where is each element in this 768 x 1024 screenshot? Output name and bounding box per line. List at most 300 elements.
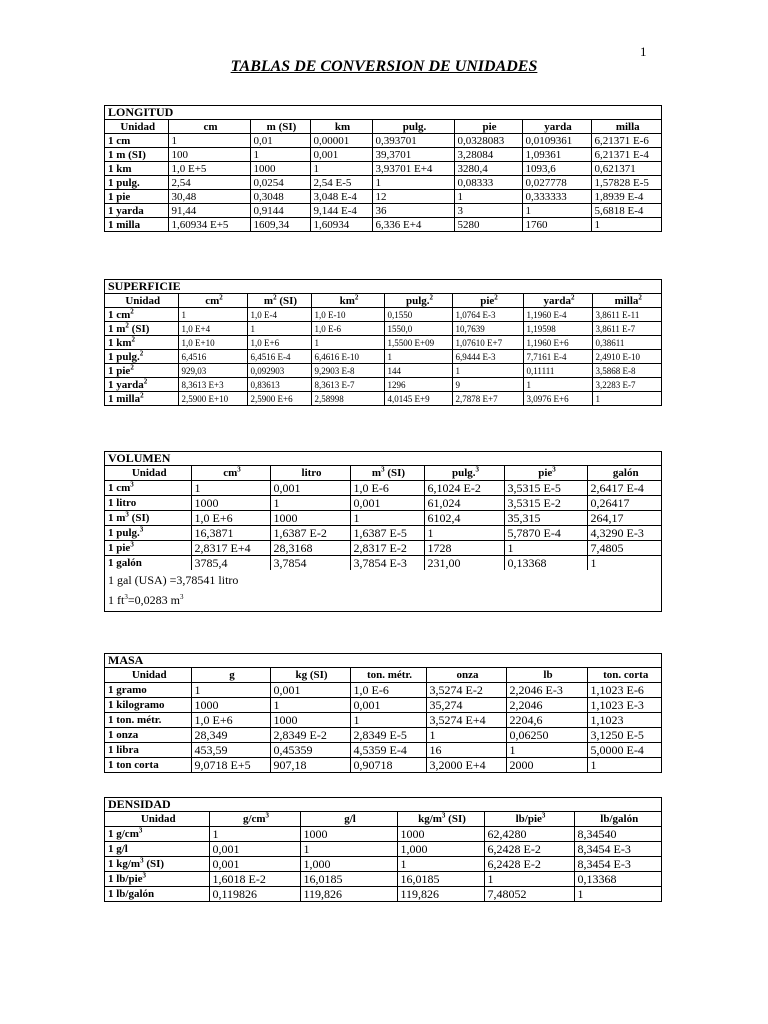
section-title: MASA: [108, 653, 144, 667]
value-cell: 6,4616 E-10: [311, 350, 384, 364]
header-text: litro: [301, 467, 322, 479]
unit-label: 1 pie: [108, 542, 131, 554]
value-cell: 9,0718 E+5: [191, 758, 270, 773]
table-row: [105, 322, 661, 336]
header-cell: milla: [591, 120, 661, 134]
header-cell: [270, 466, 350, 481]
value-cell: 1296: [384, 378, 452, 392]
value-cell: 3,7854: [270, 556, 350, 571]
exponent: 3: [138, 826, 143, 835]
value-cell: 1609,34: [250, 218, 310, 232]
table-row: [105, 364, 661, 378]
value-cell: 0,1550: [384, 308, 452, 322]
unit-label: 1 kg/m: [108, 858, 141, 870]
exponent: 3: [541, 811, 546, 820]
value-cell: 3280,4: [454, 162, 522, 176]
unit-label: 1 kilogramo: [108, 699, 165, 711]
table-row: [105, 511, 661, 526]
value-cell: 9,144 E-4: [310, 204, 372, 218]
table-row: [105, 378, 661, 392]
value-cell: 3,048 E-4: [310, 190, 372, 204]
value-cell: 5,6818 E-4: [591, 204, 661, 218]
unit-cell: [105, 713, 191, 728]
superficie-table: [105, 293, 661, 405]
value-cell: 16,0185: [300, 872, 397, 887]
header-cell: [397, 812, 484, 827]
value-cell: 929,03: [178, 364, 247, 378]
unit-label: 1 onza: [108, 729, 139, 741]
value-cell: 0,0328083: [454, 134, 522, 148]
table-row: [105, 698, 661, 713]
document-title: TABLAS DE CONVERSION DE UNIDADES: [230, 58, 538, 75]
value-cell: 5280: [454, 218, 522, 232]
value-cell: 1,0 E+4: [178, 322, 247, 336]
value-cell: 1: [452, 364, 523, 378]
value-cell: 1: [178, 308, 247, 322]
unit-label: 1 milla: [108, 392, 141, 405]
value-cell: 3,2283 E-7: [592, 378, 661, 392]
masa-section: [104, 653, 662, 773]
exponent: 3: [130, 480, 134, 489]
value-cell: 35,274: [426, 698, 506, 713]
table-row: [105, 683, 661, 698]
exponent: 2: [140, 391, 144, 399]
value-cell: 0,0254: [250, 176, 310, 190]
unit-label: 1 pie: [108, 364, 131, 377]
value-cell: 1: [484, 872, 574, 887]
value-cell: 35,315: [504, 511, 587, 526]
value-cell: 2,8349 E-5: [350, 728, 426, 743]
value-cell: 62,4280: [484, 827, 574, 842]
exponent: 3: [381, 465, 385, 474]
value-cell: 1: [270, 698, 350, 713]
value-cell: 0,001: [209, 857, 300, 872]
unit-label: 1 lb/pie: [108, 873, 143, 885]
unit-label: 1 pulg.: [108, 350, 140, 363]
value-cell: 0,001: [270, 683, 350, 698]
header-cell: m (SI): [250, 120, 310, 134]
value-cell: 1000: [270, 713, 350, 728]
volumen-table: [105, 465, 661, 570]
value-cell: 1: [384, 350, 452, 364]
value-cell: 6,4516 E-4: [247, 350, 311, 364]
value-cell: 16: [426, 743, 506, 758]
header-text: m: [371, 467, 382, 479]
value-cell: 1,000: [397, 842, 484, 857]
value-cell: 2,8317 E+4: [191, 541, 270, 556]
value-cell: 8,3454 E-3: [574, 842, 661, 857]
table-row: [105, 728, 661, 743]
table-body: [105, 481, 661, 571]
header-cell: [105, 294, 178, 308]
longitud-table: [105, 119, 661, 231]
value-cell: 907,18: [270, 758, 350, 773]
value-cell: 1,57828 E-5: [591, 176, 661, 190]
value-cell: 1: [191, 683, 270, 698]
unit-cell: [105, 392, 178, 406]
value-cell: 16,0185: [397, 872, 484, 887]
value-cell: 1: [522, 204, 591, 218]
exponent: 3: [130, 540, 134, 549]
value-cell: 2204,6: [506, 713, 587, 728]
value-cell: 4,3290 E-3: [587, 526, 661, 541]
value-cell: 1,8939 E-4: [591, 190, 661, 204]
value-cell: 1,0 E-6: [350, 481, 424, 496]
value-cell: 1,0764 E-3: [452, 308, 523, 322]
value-cell: 3,8611 E-7: [592, 322, 661, 336]
longitud-section: [104, 105, 662, 232]
volume-note-gallon: 1 gal (USA) =3,78541 litro: [108, 573, 239, 587]
unit-label: 1 pulg.: [108, 176, 140, 189]
unit-label: 1 g/l: [108, 843, 128, 855]
value-cell: 9,2903 E-8: [311, 364, 384, 378]
value-cell: 3,5274 E+4: [426, 713, 506, 728]
value-cell: 119,826: [300, 887, 397, 902]
value-cell: 7,48052: [484, 887, 574, 902]
table-row: [105, 481, 661, 496]
value-cell: 1,5500 E+09: [384, 336, 452, 350]
value-cell: 2,5900 E+6: [247, 392, 311, 406]
table-row: [105, 204, 661, 218]
value-cell: 1,60934 E+5: [168, 218, 250, 232]
value-cell: 5,0000 E-4: [587, 743, 661, 758]
note-text: =0,0283 m: [127, 593, 180, 607]
table-body: [105, 827, 661, 902]
value-cell: 39,3701: [372, 148, 454, 162]
header-text: cm: [223, 467, 238, 479]
value-cell: 10,7639: [452, 322, 523, 336]
value-cell: 1: [587, 556, 661, 571]
header-cell: [523, 294, 592, 308]
value-cell: 1: [424, 526, 504, 541]
exponent: 3: [140, 856, 144, 865]
unit-cell: [105, 176, 168, 190]
value-cell: 1,0 E+6: [191, 713, 270, 728]
exponent: 2: [638, 293, 642, 301]
value-cell: 1: [397, 857, 484, 872]
header-cell: lb: [506, 668, 587, 683]
value-cell: 1: [270, 496, 350, 511]
table-row: [105, 162, 661, 176]
unit-label: 1 m (SI): [108, 148, 146, 161]
table-body: [105, 134, 661, 232]
table-row: [105, 392, 661, 406]
value-cell: 1,0 E-4: [247, 308, 311, 322]
unit-cell: [105, 350, 178, 364]
section-title: LONGITUD: [108, 105, 174, 119]
value-cell: 6102,4: [424, 511, 504, 526]
unit-cell: [105, 204, 168, 218]
value-cell: 0,001: [209, 842, 300, 857]
unit-label: 1 pie: [108, 190, 131, 203]
value-cell: 1: [592, 392, 661, 406]
value-cell: 144: [384, 364, 452, 378]
exponent: 3: [139, 525, 144, 534]
exponent: 2: [494, 293, 498, 301]
value-cell: 2,54: [168, 176, 250, 190]
unit-cell: [105, 758, 191, 773]
table-body: [105, 683, 661, 773]
unit-label: 1 ton. métr.: [108, 714, 162, 726]
value-cell: 0,45359: [270, 743, 350, 758]
header-cell: ton. corta: [587, 668, 661, 683]
value-cell: 1760: [522, 218, 591, 232]
exponent: 2: [130, 307, 134, 315]
header-cell: g: [191, 668, 270, 683]
header-text: pie: [538, 467, 553, 479]
value-cell: 4,0145 E+9: [384, 392, 452, 406]
value-cell: 0,9144: [250, 204, 310, 218]
unit-label: 1 yarda: [108, 204, 144, 217]
header-cell: [247, 294, 311, 308]
value-cell: 1,1023: [587, 713, 661, 728]
value-cell: 1,0 E+6: [247, 336, 311, 350]
exponent: 2: [131, 335, 136, 343]
value-cell: 8,3613 E+3: [178, 378, 247, 392]
value-cell: 1,1023 E-3: [587, 698, 661, 713]
value-cell: 61,024: [424, 496, 504, 511]
value-cell: 2,54 E-5: [310, 176, 372, 190]
value-cell: 3,8611 E-11: [592, 308, 661, 322]
header-cell: [105, 812, 209, 827]
table-row: [105, 541, 661, 556]
value-cell: 1: [426, 728, 506, 743]
unit-cell: [105, 857, 209, 872]
table-row: [105, 827, 661, 842]
header-cell: [350, 466, 424, 481]
value-cell: 0,001: [350, 496, 424, 511]
superficie-section: [104, 279, 662, 406]
value-cell: 119,826: [397, 887, 484, 902]
unit-label: 1 ton corta: [108, 759, 159, 771]
unit-cell: [105, 842, 209, 857]
value-cell: 0,00001: [310, 134, 372, 148]
value-cell: 3,5315 E-2: [504, 496, 587, 511]
unit-cell: [105, 218, 168, 232]
value-cell: 3,5868 E-8: [592, 364, 661, 378]
value-cell: 3,28084: [454, 148, 522, 162]
value-cell: 1728: [424, 541, 504, 556]
header-cell: [191, 466, 270, 481]
densidad-section: [104, 797, 662, 902]
value-cell: 8,3454 E-3: [574, 857, 661, 872]
value-cell: 100: [168, 148, 250, 162]
value-cell: 2,4910 E-10: [592, 350, 661, 364]
value-cell: 1,1960 E-4: [523, 308, 592, 322]
header-cell: cm: [168, 120, 250, 134]
header-text: lb/pie: [515, 813, 542, 825]
header-cell: [384, 294, 452, 308]
unit-label: 1 cm: [108, 134, 131, 147]
header-cell: [178, 294, 247, 308]
value-cell: 0,06250: [506, 728, 587, 743]
value-cell: 3,0976 E+6: [523, 392, 592, 406]
unit-label: 1 km: [108, 336, 132, 349]
value-cell: 1: [247, 322, 311, 336]
volume-note-cubic-foot: [105, 590, 661, 610]
header-text: lb/galón: [600, 813, 639, 825]
header-cell: [209, 812, 300, 827]
value-cell: 1,0 E+10: [178, 336, 247, 350]
unit-suffix: (SI): [146, 858, 165, 870]
header-cell: [300, 812, 397, 827]
value-cell: 1,0 E+6: [191, 511, 270, 526]
value-cell: 3,5274 E-2: [426, 683, 506, 698]
unit-suffix: (SI): [131, 322, 150, 335]
table-row: [105, 350, 661, 364]
value-cell: 2,8317 E-2: [350, 541, 424, 556]
unit-suffix: (SI): [131, 512, 150, 524]
value-cell: 1,1960 E+6: [523, 336, 592, 350]
value-cell: 1: [523, 378, 592, 392]
value-cell: 0,092903: [247, 364, 311, 378]
section-title: VOLUMEN: [108, 451, 171, 465]
value-cell: 2,2046: [506, 698, 587, 713]
exponent: 2: [143, 377, 148, 385]
value-cell: 6,21371 E-6: [591, 134, 661, 148]
value-cell: 1,07610 E+7: [452, 336, 523, 350]
header-cell: onza: [426, 668, 506, 683]
value-cell: 0,0109361: [522, 134, 591, 148]
value-cell: 0,01: [250, 134, 310, 148]
value-cell: 1: [250, 148, 310, 162]
volumen-section: [104, 451, 662, 612]
value-cell: 12: [372, 190, 454, 204]
header-cell: Unidad: [105, 120, 168, 134]
header-cell: [452, 294, 523, 308]
densidad-table: [105, 811, 661, 901]
table-row: [105, 872, 661, 887]
header-cell: [311, 294, 384, 308]
unit-label: 1 milla: [108, 218, 141, 231]
value-cell: 1000: [397, 827, 484, 842]
table-row: [105, 134, 661, 148]
exponent: 3: [475, 465, 480, 474]
value-cell: 9: [452, 378, 523, 392]
exponent: 3: [124, 593, 128, 601]
value-cell: 0,13368: [574, 872, 661, 887]
value-cell: 6,2428 E-2: [484, 842, 574, 857]
unit-cell: [105, 827, 209, 842]
value-cell: 453,59: [191, 743, 270, 758]
unit-label: 1 m: [108, 512, 126, 524]
header-text: g/l: [344, 813, 356, 825]
table-row: [105, 176, 661, 190]
unit-cell: [105, 134, 168, 148]
exponent: 2: [125, 321, 129, 329]
value-cell: 3,5315 E-5: [504, 481, 587, 496]
value-cell: 1000: [191, 496, 270, 511]
exponent: 3: [142, 871, 147, 880]
unit-label: 1 m: [108, 322, 126, 335]
value-cell: 1: [300, 842, 397, 857]
value-cell: 1: [372, 176, 454, 190]
unit-label: 1 yarda: [108, 378, 144, 391]
value-cell: 1550,0: [384, 322, 452, 336]
table-row: [105, 857, 661, 872]
value-cell: 1,1023 E-6: [587, 683, 661, 698]
value-cell: 8,34540: [574, 827, 661, 842]
header-text: Unidad: [131, 467, 167, 479]
unit-cell: [105, 526, 191, 541]
header-cell: [484, 812, 574, 827]
value-cell: 5,7870 E-4: [504, 526, 587, 541]
value-cell: 6,2428 E-2: [484, 857, 574, 872]
header-text: (SI): [387, 467, 406, 479]
value-cell: 3: [454, 204, 522, 218]
exponent: 2: [139, 349, 144, 357]
value-cell: 0,001: [310, 148, 372, 162]
table-row: [105, 190, 661, 204]
table-row: [105, 526, 661, 541]
table-row: [105, 336, 661, 350]
table-row: [105, 148, 661, 162]
unit-cell: [105, 322, 178, 336]
value-cell: 1,60934: [310, 218, 372, 232]
value-cell: 1,19598: [523, 322, 592, 336]
value-cell: 0,38611: [592, 336, 661, 350]
value-cell: 2,7878 E+7: [452, 392, 523, 406]
exponent: 2: [219, 293, 223, 301]
header-text: yarda: [543, 294, 571, 307]
value-cell: 1: [168, 134, 250, 148]
header-text: Unidad: [140, 813, 176, 825]
value-cell: 1: [587, 758, 661, 773]
value-cell: 1,09361: [522, 148, 591, 162]
value-cell: 7,4805: [587, 541, 661, 556]
header-cell: km: [310, 120, 372, 134]
exponent: 3: [265, 811, 270, 820]
value-cell: 2,58998: [311, 392, 384, 406]
exponent: 2: [429, 293, 434, 301]
value-cell: 1000: [270, 511, 350, 526]
section-title: SUPERFICIE: [108, 279, 181, 293]
unit-cell: [105, 728, 191, 743]
header-text: m: [263, 294, 274, 307]
header-text: galón: [612, 467, 639, 479]
table-row: [105, 556, 661, 571]
value-cell: 2,8349 E-2: [270, 728, 350, 743]
unit-label: 1 litro: [108, 497, 137, 509]
header-text: kg/m: [418, 813, 442, 825]
value-cell: 1: [504, 541, 587, 556]
table-row: [105, 743, 661, 758]
value-cell: 0,11111: [523, 364, 592, 378]
table-row: [105, 842, 661, 857]
value-cell: 0,333333: [522, 190, 591, 204]
header-text: pulg.: [451, 467, 476, 479]
value-cell: 0,3048: [250, 190, 310, 204]
value-cell: 1: [311, 336, 384, 350]
exponent: 3: [179, 593, 184, 601]
unit-label: 1 g/cm: [108, 828, 139, 840]
header-text: km: [339, 294, 355, 307]
value-cell: 0,001: [270, 481, 350, 496]
value-cell: 1: [574, 887, 661, 902]
value-cell: 3,93701 E+4: [372, 162, 454, 176]
exponent: 2: [130, 363, 134, 371]
table-body: [105, 308, 661, 406]
value-cell: 6,1024 E-2: [424, 481, 504, 496]
value-cell: 36: [372, 204, 454, 218]
unit-label: 1 km: [108, 162, 132, 175]
unit-cell: [105, 148, 168, 162]
value-cell: 1: [350, 713, 426, 728]
value-cell: 6,336 E+4: [372, 218, 454, 232]
value-cell: 6,4516: [178, 350, 247, 364]
value-cell: 2,2046 E-3: [506, 683, 587, 698]
header-cell: ton. métr.: [350, 668, 426, 683]
